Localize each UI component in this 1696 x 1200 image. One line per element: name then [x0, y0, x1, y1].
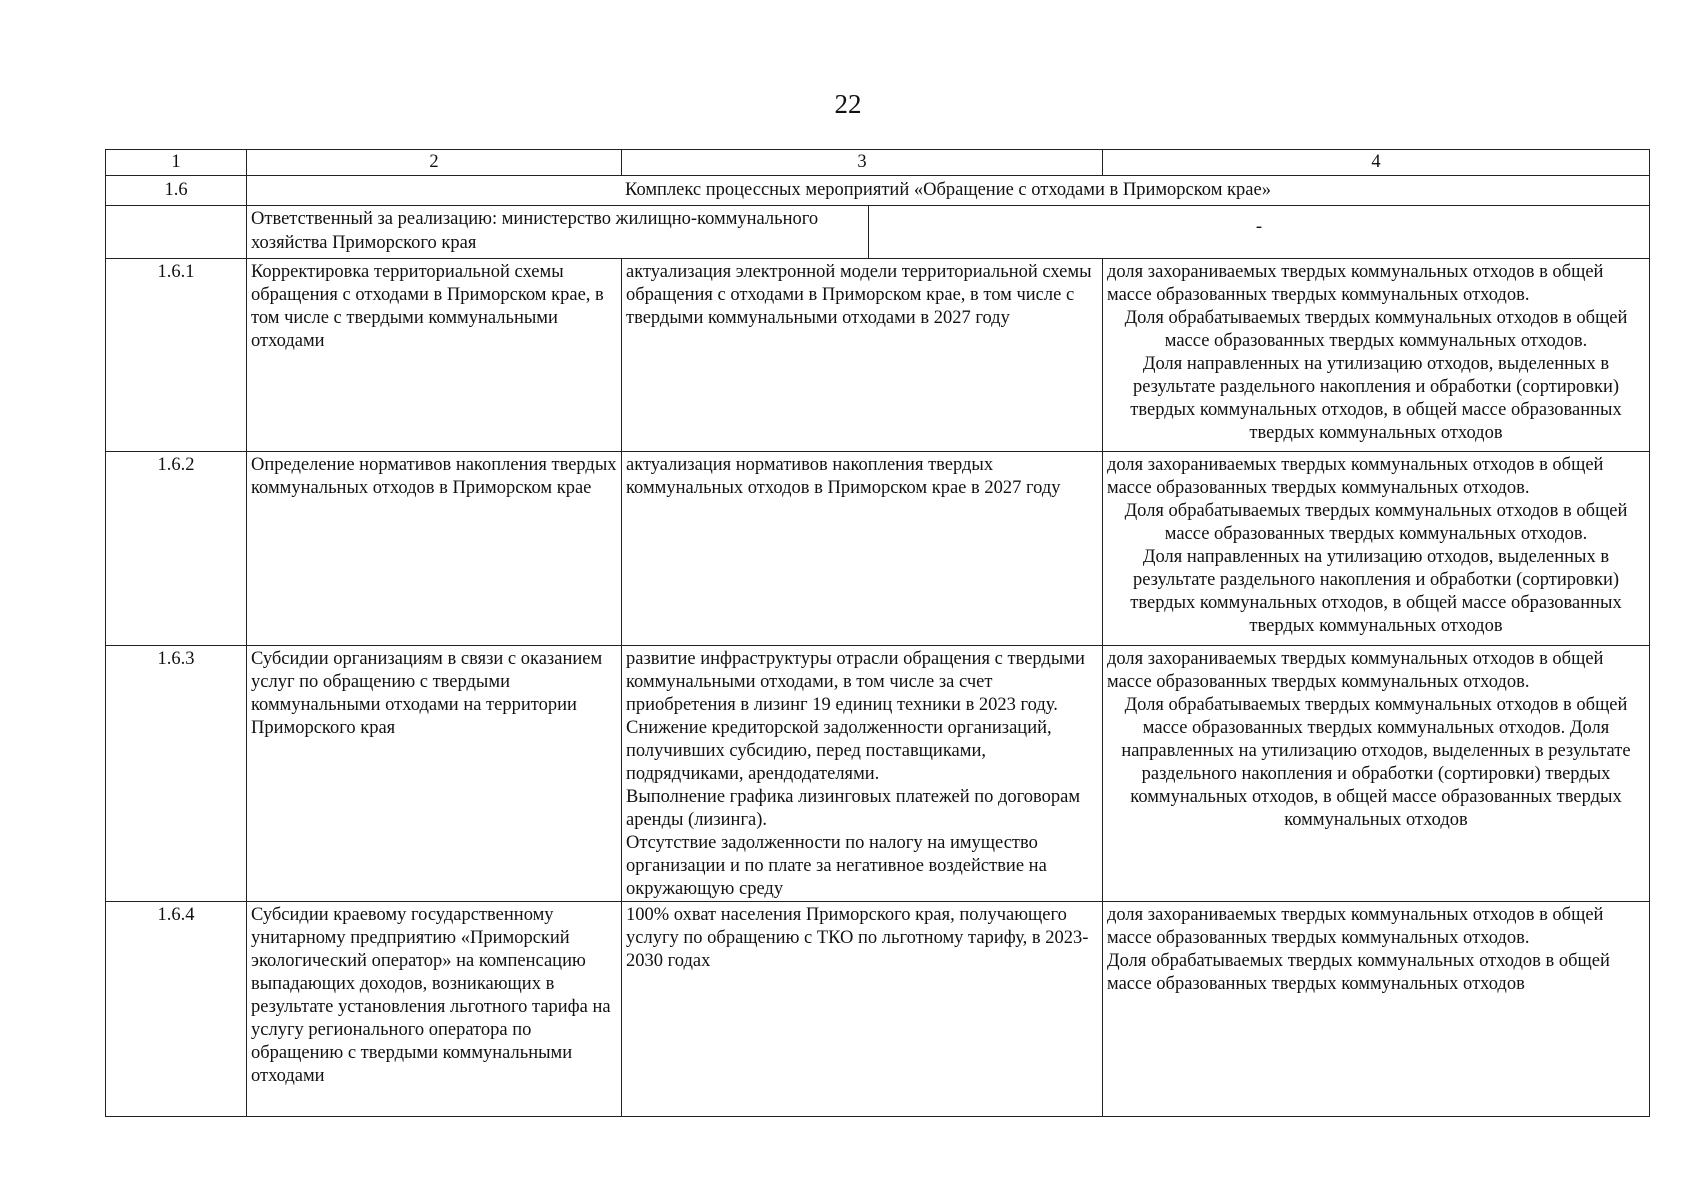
indicator-cell	[1103, 646, 1650, 902]
responsible-cell	[247, 206, 1650, 259]
task-cell: Корректировка территориальной схемы обращения с отходами в Приморском крае, в том числе с твердыми коммунальными отходами	[247, 259, 622, 452]
measures-table	[105, 149, 1650, 1117]
section-number: 1.6	[106, 176, 247, 206]
task-cell: Субсидии организациям в связи с оказанием услуг по обращению с твердыми коммунальными отходами на территории Приморского края	[247, 646, 622, 902]
result-text: Снижение кредиторской задолженности организаций, получивших субсидию, перед поставщиками, подрядчиками, арендодателями.	[626, 718, 1052, 784]
indicator-cell	[1103, 902, 1650, 1117]
result-text: Выполнение графика лизинговых платежей по договорам аренды (лизинга).	[626, 787, 1081, 830]
indicator-text: Доля обрабатываемых твердых коммунальных отходов в общей массе образованных твердых коммунальных отходов. Доля направленных на утилизацию отходов, выделенных в результате раздельного накопления и обработки (сортировки) твердых коммунальных отходов, в общей массе образованных твердых коммунальных отходов	[1121, 695, 1631, 830]
indicator-text: доля захораниваемых твердых коммунальных отходов в общей массе образованных твердых коммунальных отходов.	[1107, 905, 1604, 948]
indicator-text: доля захораниваемых твердых коммунальных отходов в общей массе образованных твердых коммунальных отходов.	[1107, 649, 1604, 692]
result-cell: актуализация нормативов накопления твердых коммунальных отходов в Приморском крае в 2027 году	[622, 452, 1103, 646]
indicator-text: Доля обрабатываемых твердых коммунальных отходов в общей массе образованных твердых коммунальных отходов.	[1124, 501, 1628, 544]
section-title: Комплекс процессных мероприятий «Обращение с отходами в Приморском крае»	[247, 176, 1650, 206]
row-number: 1.6.2	[106, 452, 247, 646]
column-number-3: 3	[622, 150, 1103, 176]
table-row	[106, 902, 1650, 1117]
indicator-text: доля захораниваемых твердых коммунальных отходов в общей массе образованных твердых коммунальных отходов.	[1107, 455, 1604, 498]
indicator-text: Доля обрабатываемых твердых коммунальных отходов в общей массе образованных твердых коммунальных отходов.	[1124, 308, 1628, 351]
result-cell: 100% охват населения Приморского края, получающего услугу по обращению с ТКО по льготному тарифу, в 2023-2030 годах	[622, 902, 1103, 1117]
column-number-4: 4	[1103, 150, 1650, 176]
responsible-row	[106, 206, 1650, 259]
row-number: 1.6.4	[106, 902, 247, 1117]
responsible-value: -	[1255, 217, 1263, 237]
indicator-cell	[1103, 452, 1650, 646]
task-cell: Определение нормативов накопления твердых коммунальных отходов в Приморском крае	[247, 452, 622, 646]
result-cell: актуализация электронной модели территориальной схемы обращения с отходами в Приморском крае, в том числе с твердыми коммунальными отходами в 2027 году	[622, 259, 1103, 452]
table-row	[106, 259, 1650, 452]
indicator-text: Доля направленных на утилизацию отходов, выделенных в результате раздельного накопления и обработки (сортировки) твердых коммунальных отходов, в общей массе образованных твердых коммунальных отходов	[1130, 547, 1622, 636]
page-number: 22	[834, 89, 862, 119]
indicator-text: Доля обрабатываемых твердых коммунальных отходов в общей массе образованных твердых коммунальных отходов	[1107, 951, 1610, 994]
table-row	[106, 452, 1650, 646]
column-number-1: 1	[106, 150, 247, 176]
indicator-text: Доля направленных на утилизацию отходов, выделенных в результате раздельного накопления и обработки (сортировки) твердых коммунальных отходов, в общей массе образованных твердых коммунальных отходов	[1130, 354, 1622, 443]
indicator-cell	[1103, 259, 1650, 452]
task-cell: Субсидии краевому государственному унитарному предприятию «Приморский экологический оператор» на компенсацию выпадающих доходов, возникающих в результате установления льготного тарифа на услугу регионального оператора по обращению с твердыми коммунальными отходами	[247, 902, 622, 1117]
row-number: 1.6.3	[106, 646, 247, 902]
column-number-2: 2	[247, 150, 622, 176]
result-cell	[622, 646, 1103, 902]
table-row	[106, 646, 1650, 902]
column-number-row	[106, 150, 1650, 176]
result-text: развитие инфраструктуры отрасли обращения с твердыми коммунальными отходами, в том числе за счет приобретения в лизинг 19 единиц техники в 2023 году.	[626, 649, 1085, 715]
section-row	[106, 176, 1650, 206]
indicator-text: доля захораниваемых твердых коммунальных отходов в общей массе образованных твердых коммунальных отходов.	[1107, 262, 1604, 305]
result-text: Отсутствие задолженности по налогу на имущество организации и по плате за негативное воздействие на окружающую среду	[626, 833, 1047, 899]
responsible-label: Ответственный за реализацию: министерство жилищно-коммунального хозяйства Приморского края	[247, 206, 869, 258]
row-number: 1.6.1	[106, 259, 247, 452]
responsible-empty-cell	[106, 206, 247, 259]
